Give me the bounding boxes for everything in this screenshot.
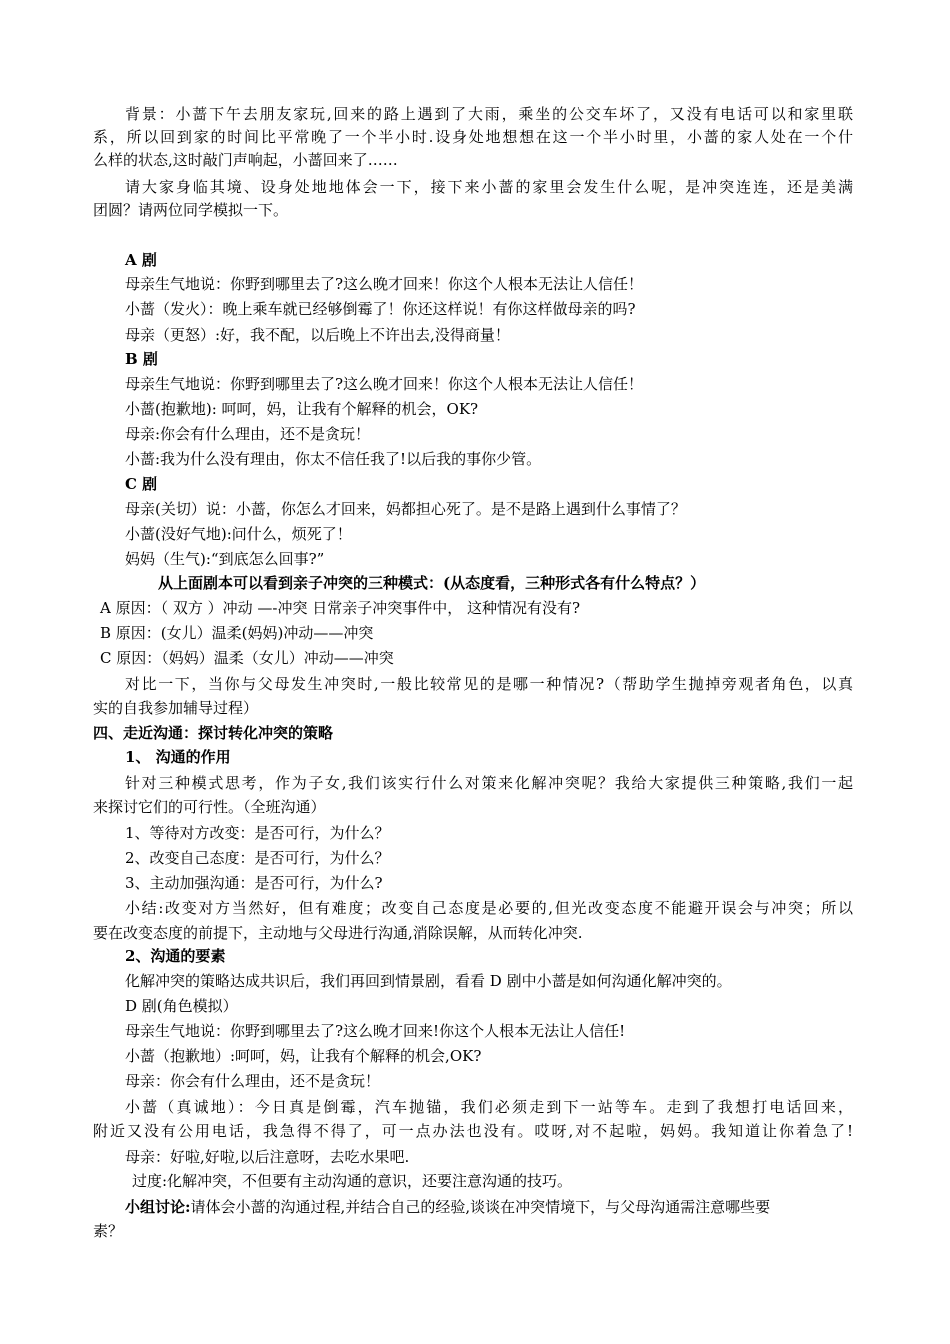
cause-line: C 原因：（妈妈）温柔（女儿）冲动——冲突 (100, 649, 394, 667)
paragraph-line: 系，所以回到家的时间比平常晚了一个半小时.设身处地想想在这一个半小时里，小蔷的家人处在一个什 (93, 128, 853, 146)
list-item: 1、等待对方改变：是否可行，为什么？ (125, 824, 390, 842)
dialogue-line: 母亲：好啦,好啦,以后注意呀，去吃水果吧. (125, 1148, 410, 1166)
dialogue-line: 母亲:你会有什么理由，还不是贪玩！ (125, 425, 371, 443)
dialogue-line: 小蔷（真诚地）：今日真是倒霉，汽车抛锚，我们必须走到下一站等车。走到了我想打电话回来， (125, 1098, 853, 1116)
paragraph-line: 对比一下，当你与父母发生冲突时,一般比较常见的是哪一种情况?（帮助学生抛掉旁观者角色，以真 (125, 675, 853, 693)
dialogue-line: 母亲(关切）说：小蔷，你怎么才回来，妈都担心死了。是不是路上遇到什么事情了？ (125, 500, 686, 518)
group-discussion-label: 小组讨论: (125, 1198, 191, 1216)
dialogue-line: 妈妈（生气):“到底怎么回事?” (125, 550, 325, 568)
paragraph-line: 要在改变态度的前提下，主动地与父母进行沟通,消除误解，从而转化冲突. (93, 924, 583, 942)
cause-line: B 原因：(女儿）温柔(妈妈)冲动——冲突 (100, 624, 374, 642)
transition-line: 过度:化解冲突，不但要有主动沟通的意识，还要注意沟通的技巧。 (132, 1172, 573, 1190)
paragraph-line: 来探讨它们的可行性。（全班沟通） (93, 798, 326, 816)
dialogue-line: 小蔷（发火）：晚上乘车就已经够倒霉了！你还这样说！有你这样做母亲的吗? (125, 300, 636, 318)
paragraph-line: 素？ (93, 1222, 124, 1240)
section-heading-d: D 剧(角色模拟） (125, 997, 238, 1015)
paragraph-line: 实的自我参加辅导过程） (93, 699, 259, 717)
dialogue-line: 母亲（更怒）:好，我不配，以后晚上不许出去,没得商量！ (125, 326, 510, 344)
dialogue-line: 母亲生气地说：你野到哪里去了?这么晚才回来!你这个人根本无法让人信任! (125, 1022, 626, 1040)
paragraph-line: 化解冲突的策略达成共识后，我们再回到情景剧，看看 D 剧中小蔷是如何沟通化解冲突的。 (125, 972, 732, 990)
section-heading-a: A 剧 (125, 251, 157, 269)
list-item: 3、主动加强沟通：是否可行，为什么? (125, 874, 383, 892)
dialogue-line: 附近又没有公用电话，我急得不得了，可一点办法也没有。哎呀,对不起啦，妈妈。我知道让你着急了! (93, 1122, 853, 1140)
summary-heading: 从上面剧本可以看到亲子冲突的三种模式：(从态度看，三种形式各有什么特点？） (158, 574, 706, 592)
dialogue-line: 母亲生气地说：你野到哪里去了?这么晚才回来！你这个人根本无法让人信任！ (125, 375, 644, 393)
dialogue-line: 小蔷（抱歉地）:呵呵，妈，让我有个解释的机会,OK? (125, 1047, 482, 1065)
paragraph-line: 团圆？请两位同学模拟一下。 (93, 201, 289, 219)
paragraph-line: 请大家身临其境、设身处地地体会一下，接下来小蔷的家里会发生什么呢，是冲突连连，还是美满 (125, 178, 853, 196)
paragraph-line: 么样的状态,这时敲门声响起，小蔷回来了…… (93, 151, 398, 169)
dialogue-line: 小蔷(没好气地):问什么，烦死了！ (125, 525, 352, 543)
group-discussion-text: 请体会小蔷的沟通过程,并结合自己的经验,谈谈在冲突情境下，与父母沟通需注意哪些要 (190, 1198, 771, 1216)
section-heading-c: C 剧 (125, 475, 158, 493)
group-discussion-line (125, 1196, 853, 1218)
paragraph-line: 针对三种模式思考，作为子女,我们该实行什么对策来化解冲突呢？我给大家提供三种策略,我们一起 (125, 774, 853, 792)
chapter-heading: 四、走近沟通：探讨转化冲突的策略 (93, 724, 334, 742)
dialogue-line: 小蔷:我为什么没有理由，你太不信任我了!以后我的事你少管。 (125, 450, 542, 468)
paragraph-line: 小结:改变对方当然好，但有难度；改变自己态度是必要的,但光改变态度不能避开误会与冲突；所以 (125, 899, 853, 917)
paragraph-line: 背景：小蔷下午去朋友家玩,回来的路上遇到了大雨，乘坐的公交车坏了，又没有电话可以和家里联 (125, 105, 853, 123)
subsection-heading: 1、 沟通的作用 (125, 748, 231, 766)
dialogue-line: 母亲生气地说：你野到哪里去了?这么晚才回来！你这个人根本无法让人信任！ (125, 275, 644, 293)
list-item: 2、改变自己态度：是否可行，为什么？ (125, 849, 390, 867)
dialogue-line: 母亲：你会有什么理由，还不是贪玩！ (125, 1072, 381, 1090)
cause-line: A 原因：（ 双方 ）冲动 —-冲突 日常亲子冲突事件中， 这种情况有没有? (100, 599, 581, 617)
subsection-heading: 2、沟通的要素 (125, 947, 226, 965)
section-heading-b: B 剧 (125, 350, 158, 368)
dialogue-line: 小蔷(抱歉地): 呵呵，妈，让我有个解释的机会，OK? (125, 400, 479, 418)
